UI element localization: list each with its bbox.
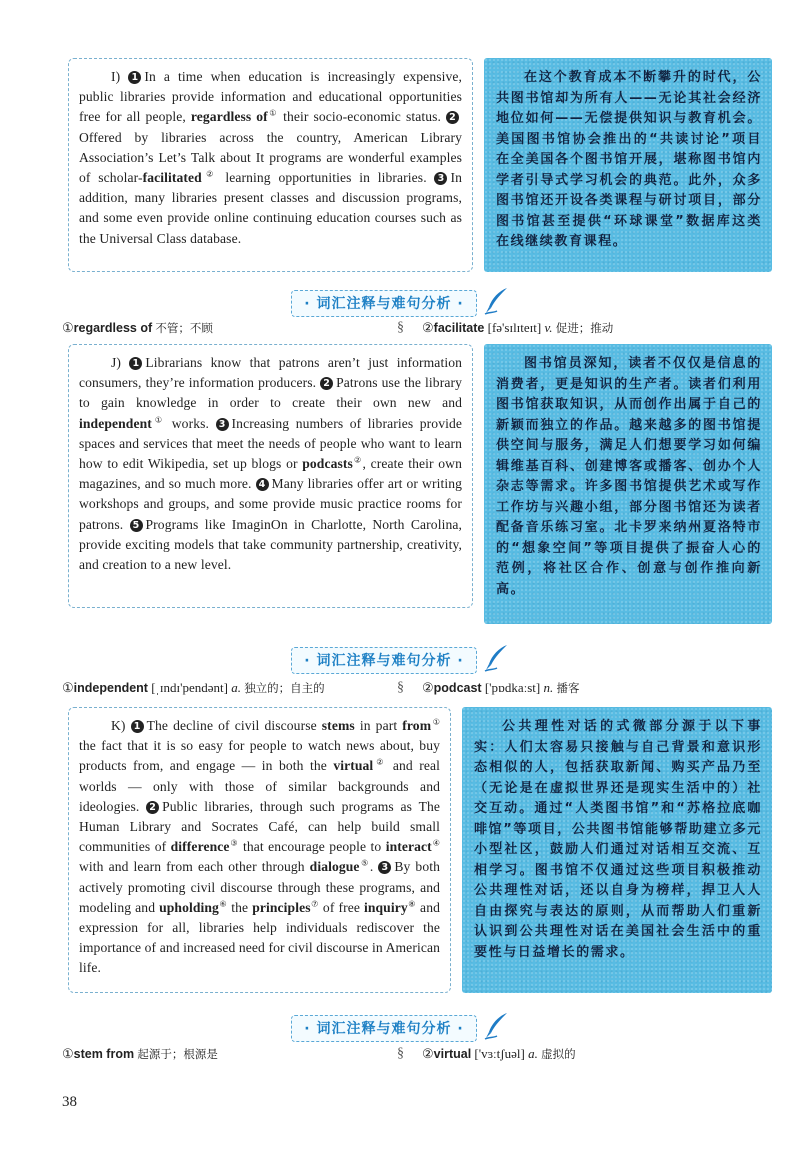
footnote-marker: ② [352, 455, 363, 465]
note-number: ① [62, 320, 74, 335]
note-separator-icon: § [397, 320, 404, 335]
sentence-number-marker: 2 [446, 111, 459, 124]
sentence-number-marker: 1 [129, 357, 142, 370]
translation-text: 图书馆员深知，读者不仅仅是信息的消费者，更是知识的生产者。读者们利用图书馆获取知识，从而创作出属于自己的新颖而独立的作品。越来越多的图书馆提供空间与服务，满足人们想要学习如何编辑维基百科、创建博客或播客、创办个人杂志等需求。许多图书馆提供艺术或写作工作坊与兴趣小组，部分图书馆还为读者配备音乐练习室。北卡罗来纳州夏洛特市的“想象空间”等项目提供了振奋人心的范例，将社区合作、创意与创作推向新高。 [496, 356, 762, 597]
passage-label: K) [111, 718, 126, 733]
note-definition: 起源于；根源是 [137, 1047, 218, 1061]
passage-sentence: that encourage people to [238, 839, 386, 855]
note-word: independent [73, 681, 148, 695]
note-definition: 促进；推动 [555, 321, 614, 335]
footnote-marker: ③ [229, 838, 239, 848]
keyword: dialogue [309, 859, 360, 875]
footnote-marker: ⑥ [218, 899, 228, 909]
footnote-marker: ① [151, 415, 166, 425]
passage-label: J) [111, 355, 122, 370]
passage-sentence: and expression for all, libraries help individuals rediscover the importance of and increased need for civil discourse in American life. [79, 899, 440, 976]
keyword: principles [252, 899, 311, 915]
passage-sentence: Increasing numbers of libraries provide spaces and services that meet the needs of people who want to learn how to edit Wikipedia, set up blogs or [79, 415, 463, 472]
keyword: inquiry [363, 899, 408, 915]
sentence-number-marker: 3 [378, 861, 391, 874]
sentence-number-marker: 1 [128, 71, 141, 84]
keyword: virtual [333, 758, 374, 774]
note-number: ② [422, 680, 434, 695]
note-number: ① [62, 1046, 74, 1061]
sentence-number-marker: 2 [320, 377, 333, 390]
passage-j-text [79, 353, 462, 575]
keyword: difference [170, 839, 230, 855]
note-definition: 不管；不顾 [155, 321, 213, 335]
passage-sentence: In a time when education is increasingly expensive, public libraries provide information and educational opportunities free for all people, [79, 69, 463, 125]
footnote-marker: ② [201, 169, 218, 179]
vocab-notes-k [62, 1044, 752, 1064]
quill-pen-icon [483, 287, 509, 320]
sentence-number-marker: 1 [131, 720, 144, 733]
vocab-note [422, 1044, 576, 1064]
note-part-of-speech: a. [528, 1046, 538, 1061]
note-number: ② [422, 1046, 434, 1061]
sentence-number-marker: 3 [216, 418, 229, 431]
keyword: stems [321, 718, 355, 733]
note-separator-icon: § [397, 680, 404, 695]
footnote-marker: ① [267, 108, 279, 118]
keyword: from [402, 718, 432, 733]
passage-sentence: Patrons use the library to gain knowledge in order to create their own new and [79, 375, 462, 411]
passage-sentence: , create their own magazines, and so much more. [79, 456, 462, 492]
translation-text: 公共理性对话的式微部分源于以下事实：人们太容易只接触与自己背景和意识形态相似的人，包括获取新闻、购买产品乃至（无论是在虚拟世界还是现实生活中的）社交互动。通过“人类图书馆”和“苏格拉底咖啡馆”等项目，公共图书馆能够帮助建立多元小型社区，鼓励人们通过对话相互交流、互相学习。图书馆不仅通过这些项目积极推动公共理性对话，还以自身为榜样，捍卫人人自由探究与表达的原则，从而帮助人们重新认识到公共理性对话在美国社会生活中的重要性与日益增长的需求。 [474, 719, 762, 960]
vocab-note [422, 678, 579, 698]
passage-sentence: works. [165, 415, 216, 431]
sentence-number-marker: 2 [146, 801, 159, 814]
passage-k-english [68, 707, 451, 993]
note-part-of-speech: a. [231, 680, 241, 695]
note-pronunciation: ['pɒdkaːst] [484, 680, 541, 695]
sentence-number-marker: 4 [256, 478, 269, 491]
note-word: stem from [73, 1047, 135, 1061]
quill-pen-icon [483, 1012, 509, 1045]
keyword: podcasts [302, 456, 353, 472]
note-number: ① [62, 680, 74, 695]
note-word: podcast [433, 681, 482, 695]
vocab-note [62, 1044, 218, 1064]
note-pronunciation: [fə'sɪlɪteɪt] [487, 320, 542, 335]
keyword: facilitated [142, 170, 202, 186]
vocab-section-header [0, 1012, 800, 1042]
page-number: 38 [62, 1094, 77, 1110]
passage-i-english [68, 58, 473, 272]
passage-k-translation [462, 707, 772, 993]
passage-i-translation [484, 58, 772, 272]
passage-sentence: Offered by libraries across the country, American Library Association’s Let’s Talk about It programs are wonderful examples of scholar- [79, 129, 462, 186]
footnote-marker: ② [373, 757, 387, 767]
sentence-number-marker: 5 [130, 519, 143, 532]
passage-sentence: the [227, 899, 253, 915]
vocab-note [62, 678, 325, 698]
passage-sentence: of free [318, 899, 364, 915]
passage-j-translation [484, 344, 772, 624]
note-definition: 播客 [556, 681, 580, 695]
footnote-marker: ⑦ [310, 899, 319, 909]
passage-label: I) [111, 69, 121, 84]
passage-sentence: Public libraries, through such programs as The Human Library and Socrates Café, can help build small communities of [79, 798, 440, 855]
note-pronunciation: ['vɜːtʃuəl] [474, 1046, 525, 1061]
footnote-marker: ⑧ [407, 899, 417, 909]
section-title: · 词汇注释与难句分析 · [291, 290, 476, 317]
passage-sentence: Many libraries offer art or writing workshops and groups, and some provide music practice rooms for patrons. [79, 476, 462, 532]
keyword: regardless of [190, 109, 268, 125]
note-word: virtual [433, 1047, 472, 1061]
passage-sentence: The decline of civil discourse [146, 718, 322, 733]
footnote-marker: ⑤ [359, 858, 370, 868]
passage-i-text [79, 67, 462, 249]
vocab-notes-i [62, 318, 752, 338]
footnote-marker: ④ [431, 838, 440, 848]
sentence-number-marker: 3 [434, 172, 447, 185]
translation-text: 在这个教育成本不断攀升的时代，公共图书馆却为所有人——无论其社会经济地位如何——无偿提供知识与教育机会。美国图书馆协会推出的“共读讨论”项目在全美国各个图书馆开展，堪称图书馆内学者引导式学习机会的典范。此外，众多图书馆还开设各类课程与研讨项目，部分图书馆甚至提供“环球课堂”数据库这类在线继续教育课程。 [496, 70, 762, 249]
note-definition: 独立的；自主的 [244, 681, 325, 695]
vocab-note [62, 318, 213, 338]
passage-k-text [79, 716, 440, 979]
keyword: interact [385, 839, 432, 855]
passage-sentence: In addition, many libraries present classes and discussion programs, and some even provide online continuing education courses such as the Universal Class database. [79, 170, 462, 246]
quill-pen-icon [483, 644, 509, 677]
note-word: facilitate [433, 321, 485, 335]
vocab-notes-j [62, 678, 752, 698]
vocab-section-header [0, 287, 800, 317]
passage-sentence: and real worlds — only with those of similar backgrounds and ideologies. [79, 758, 440, 814]
vocab-section-header [0, 644, 800, 674]
note-word: regardless of [73, 321, 153, 335]
vocab-note [422, 318, 613, 338]
section-title: · 词汇注释与难句分析 · [291, 1015, 476, 1042]
note-pronunciation: [ˌɪndɪ'pendənt] [151, 680, 228, 695]
keyword: upholding [159, 899, 219, 915]
note-part-of-speech: v. [544, 320, 553, 335]
note-separator-icon: § [397, 1046, 404, 1061]
passage-sentence: learning opportunities in libraries. [217, 170, 435, 186]
footnote-marker: ① [431, 717, 440, 727]
passage-sentence: Programs like ImaginOn in Charlotte, North Carolina, provide exciting models that take community partnership, creativity, and creation to a new level. [79, 516, 462, 573]
note-number: ② [422, 320, 434, 335]
passage-sentence: in part [354, 718, 403, 733]
passage-sentence: their socio-economic status. [278, 109, 446, 125]
passage-sentence: Librarians know that patrons aren’t just information consumers, they’re information producers. [79, 355, 462, 391]
note-part-of-speech: n. [543, 680, 554, 695]
note-definition: 虚拟的 [541, 1047, 576, 1061]
passage-sentence: By both actively promoting civil discourse through these programs, and modeling and [79, 859, 440, 915]
passage-sentence: with and learn from each other through [79, 859, 310, 875]
passage-sentence: the fact that it is so easy for people to watch news about, buy products from, and engage — in both the [79, 738, 440, 774]
section-title: · 词汇注释与难句分析 · [291, 647, 476, 674]
passage-sentence: . [369, 859, 379, 875]
passage-j-english [68, 344, 473, 608]
keyword: independent [79, 415, 152, 431]
